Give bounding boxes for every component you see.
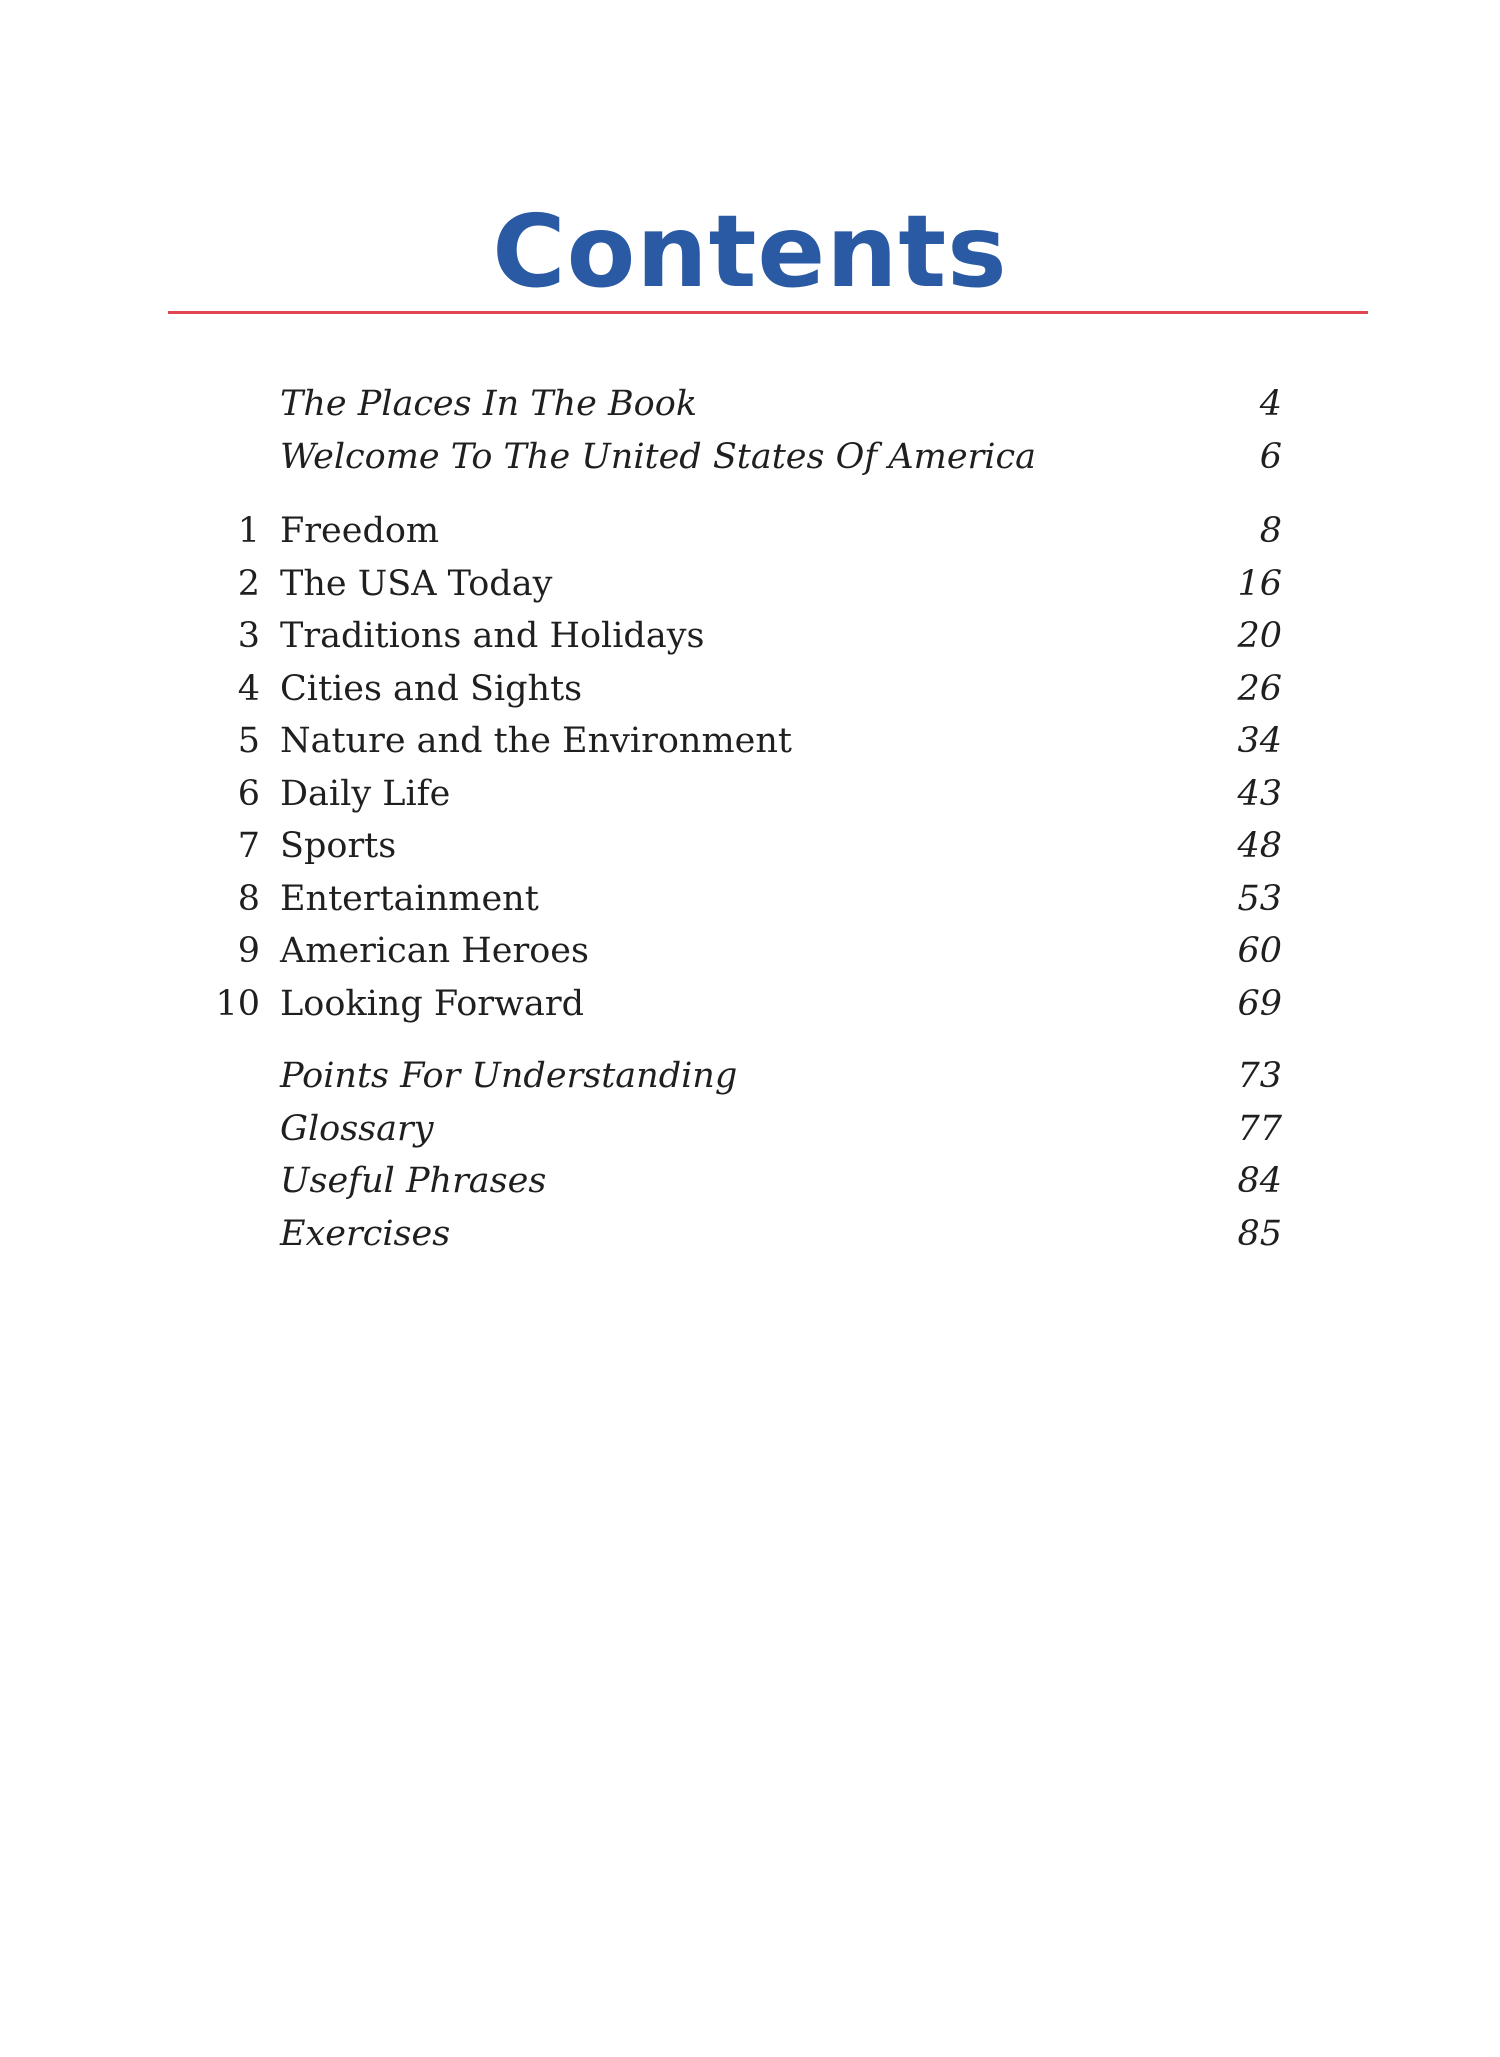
chapter-title: Nature and the Environment: [280, 721, 792, 761]
toc-entry-page: 6: [1259, 437, 1282, 477]
chapter-number: 3: [237, 616, 260, 656]
chapter-title: Daily Life: [280, 774, 451, 814]
chapter-number: 4: [237, 669, 260, 709]
toc-chapter-8[interactable]: [0, 873, 1500, 925]
toc-entry-back-2[interactable]: [0, 1155, 1500, 1207]
toc-entry-label: Points For Understanding: [280, 1056, 738, 1096]
toc-entry-front-0[interactable]: [0, 378, 1500, 430]
chapter-number: 10: [215, 984, 260, 1024]
toc-entry-label: Exercises: [280, 1214, 451, 1254]
chapter-title: The USA Today: [280, 564, 553, 604]
toc-entry-page: 77: [1237, 1109, 1282, 1149]
chapter-page: 16: [1237, 564, 1282, 604]
chapter-title: Entertainment: [280, 879, 539, 919]
toc-entry-back-0[interactable]: [0, 1050, 1500, 1102]
chapter-title: Cities and Sights: [280, 669, 583, 709]
chapter-page: 48: [1237, 826, 1282, 866]
chapter-page: 69: [1237, 984, 1282, 1024]
chapter-title: Sports: [280, 826, 397, 866]
chapter-number: 8: [237, 879, 260, 919]
chapter-title: Freedom: [280, 511, 440, 551]
chapter-number: 9: [237, 931, 260, 971]
toc-entry-page: 85: [1237, 1214, 1282, 1254]
page-title: Contents: [492, 193, 1008, 310]
toc-entry-label: Glossary: [280, 1109, 434, 1149]
toc-chapter-5[interactable]: [0, 715, 1500, 767]
toc-entry-page: 73: [1237, 1056, 1282, 1096]
chapter-page: 43: [1237, 774, 1282, 814]
chapter-number: 7: [237, 826, 260, 866]
chapter-page: 60: [1237, 931, 1282, 971]
chapter-number: 1: [237, 511, 260, 551]
toc-entry-back-1[interactable]: [0, 1103, 1500, 1155]
chapter-page: 20: [1237, 616, 1282, 656]
toc-chapter-6[interactable]: [0, 768, 1500, 820]
chapter-number: 5: [237, 721, 260, 761]
toc-chapter-3[interactable]: [0, 610, 1500, 662]
toc-entry-page: 84: [1237, 1161, 1282, 1201]
toc-entry-page: 4: [1259, 384, 1282, 424]
chapter-title: Traditions and Holidays: [280, 616, 705, 656]
toc-chapter-7[interactable]: [0, 820, 1500, 872]
chapter-number: 2: [237, 564, 260, 604]
toc-chapter-9[interactable]: [0, 925, 1500, 977]
toc-chapter-2[interactable]: [0, 558, 1500, 610]
toc-chapter-10[interactable]: [0, 978, 1500, 1030]
chapter-page: 26: [1237, 669, 1282, 709]
toc-entry-front-1[interactable]: [0, 431, 1500, 483]
chapter-page: 53: [1237, 879, 1282, 919]
toc-entry-back-3[interactable]: [0, 1208, 1500, 1260]
toc-entry-label: Welcome To The United States Of America: [280, 437, 1036, 477]
chapter-title: Looking Forward: [280, 984, 584, 1024]
toc-chapter-4[interactable]: [0, 663, 1500, 715]
title-rule: [168, 311, 1368, 314]
chapter-number: 6: [237, 774, 260, 814]
chapter-page: 34: [1237, 721, 1282, 761]
chapter-title: American Heroes: [280, 931, 589, 971]
chapter-page: 8: [1259, 511, 1282, 551]
toc-entry-label: Useful Phrases: [280, 1161, 547, 1201]
toc-entry-label: The Places In The Book: [280, 384, 698, 424]
toc-chapter-1[interactable]: [0, 505, 1500, 557]
